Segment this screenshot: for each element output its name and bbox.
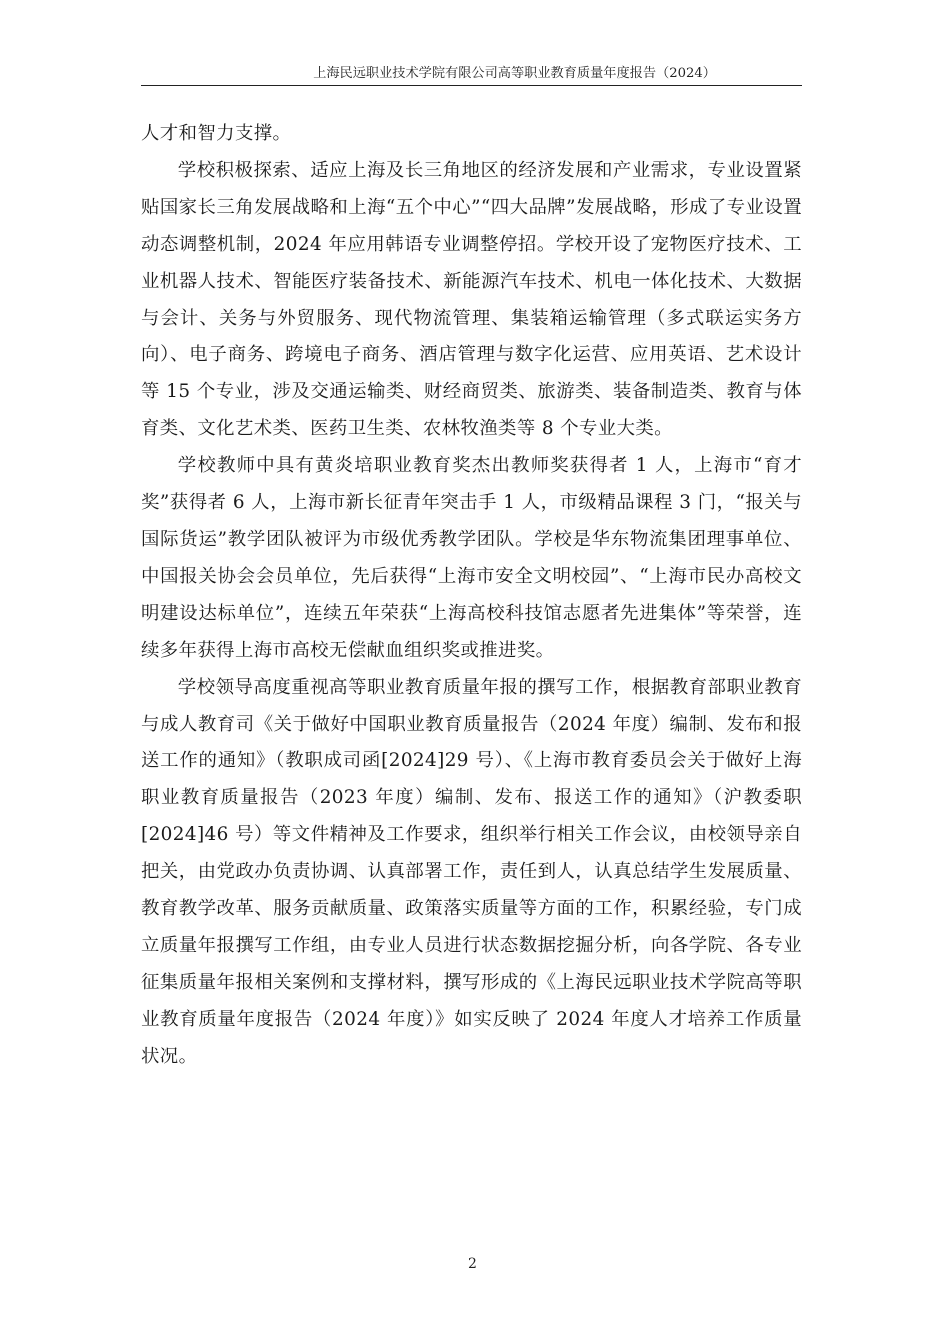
- paragraph-continuation: 人才和智力支撑。: [141, 123, 292, 144]
- paragraph-majors: 学校积极探索、适应上海及长三角地区的经济发展和产业需求，专业设置紧贴国家长三角发展战略和上海“五个中心”“四大品牌”发展战略，形成了专业设置动态调整机制，2024 年应用韩语专业调整停招。学校开设了宠物医疗技术、工业机器人技术、智能医疗装备技术、新能源汽车技术、机电一体化技术、大数据与会计、关务与外贸服务、现代物流管理、集装箱运输管理（多式联运实务方向）、电子商务、跨境电子商务、酒店管理与数字化运营、应用英语、艺术设计等 15 个专业，涉及交通运输类、财经商贸类、旅游类、装备制造类、教育与体育类、文化艺术类、医药卫生类、农林牧渔类等 8 个专业大类。: [141, 159, 802, 440]
- header-title: 上海民远职业技术学院有限公司高等职业教育质量年度报告（2024）: [313, 66, 716, 81]
- page-header: [141, 66, 802, 86]
- paragraph-faculty-honors: 学校教师中具有黄炎培职业教育奖杰出教师奖获得者 1 人，上海市“育才奖”获得者 6 人，上海市新长征青年突击手 1 人，市级精品课程 3 门，“报关与国际货运”教学团队被评为市级优秀教学团队。学校是华东物流集团理事单位、中国报关协会会员单位，先后获得“上海市安全文明校园”、“上海市民办高校文明建设达标单位”，连续五年荣获“上海高校科技馆志愿者先进集体”等荣誉，连续多年获得上海市高校无偿献血组织奖或推进奖。: [141, 455, 802, 661]
- page-number: 2: [468, 1256, 477, 1272]
- document-body: [141, 116, 802, 1076]
- paragraph-report-preparation: 学校领导高度重视高等职业教育质量年报的撰写工作，根据教育部职业教育与成人教育司《关于做好中国职业教育质量报告（2024 年度）编制、发布和报送工作的通知》（教职成司函[2024]29 号）、《上海市教育委员会关于做好上海职业教育质量报告（2023 年度）编制、发布、报送工作的通知》（沪教委职[2024]46 号）等文件精神及工作要求，组织举行相关工作会议，由校领导亲自把关，由党政办负责协调、认真部署工作，责任到人，认真总结学生发展质量、教育教学改革、服务贡献质量、政策落实质量等方面的工作，积累经验，专门成立质量年报撰写工作组，由专业人员进行状态数据挖掘分析，向各学院、各专业征集质量年报相关案例和支撑材料，撰写形成的《上海民远职业技术学院高等职业教育质量年度报告（2024 年度）》如实反映了 2024 年度人才培养工作质量状况。: [141, 676, 802, 1067]
